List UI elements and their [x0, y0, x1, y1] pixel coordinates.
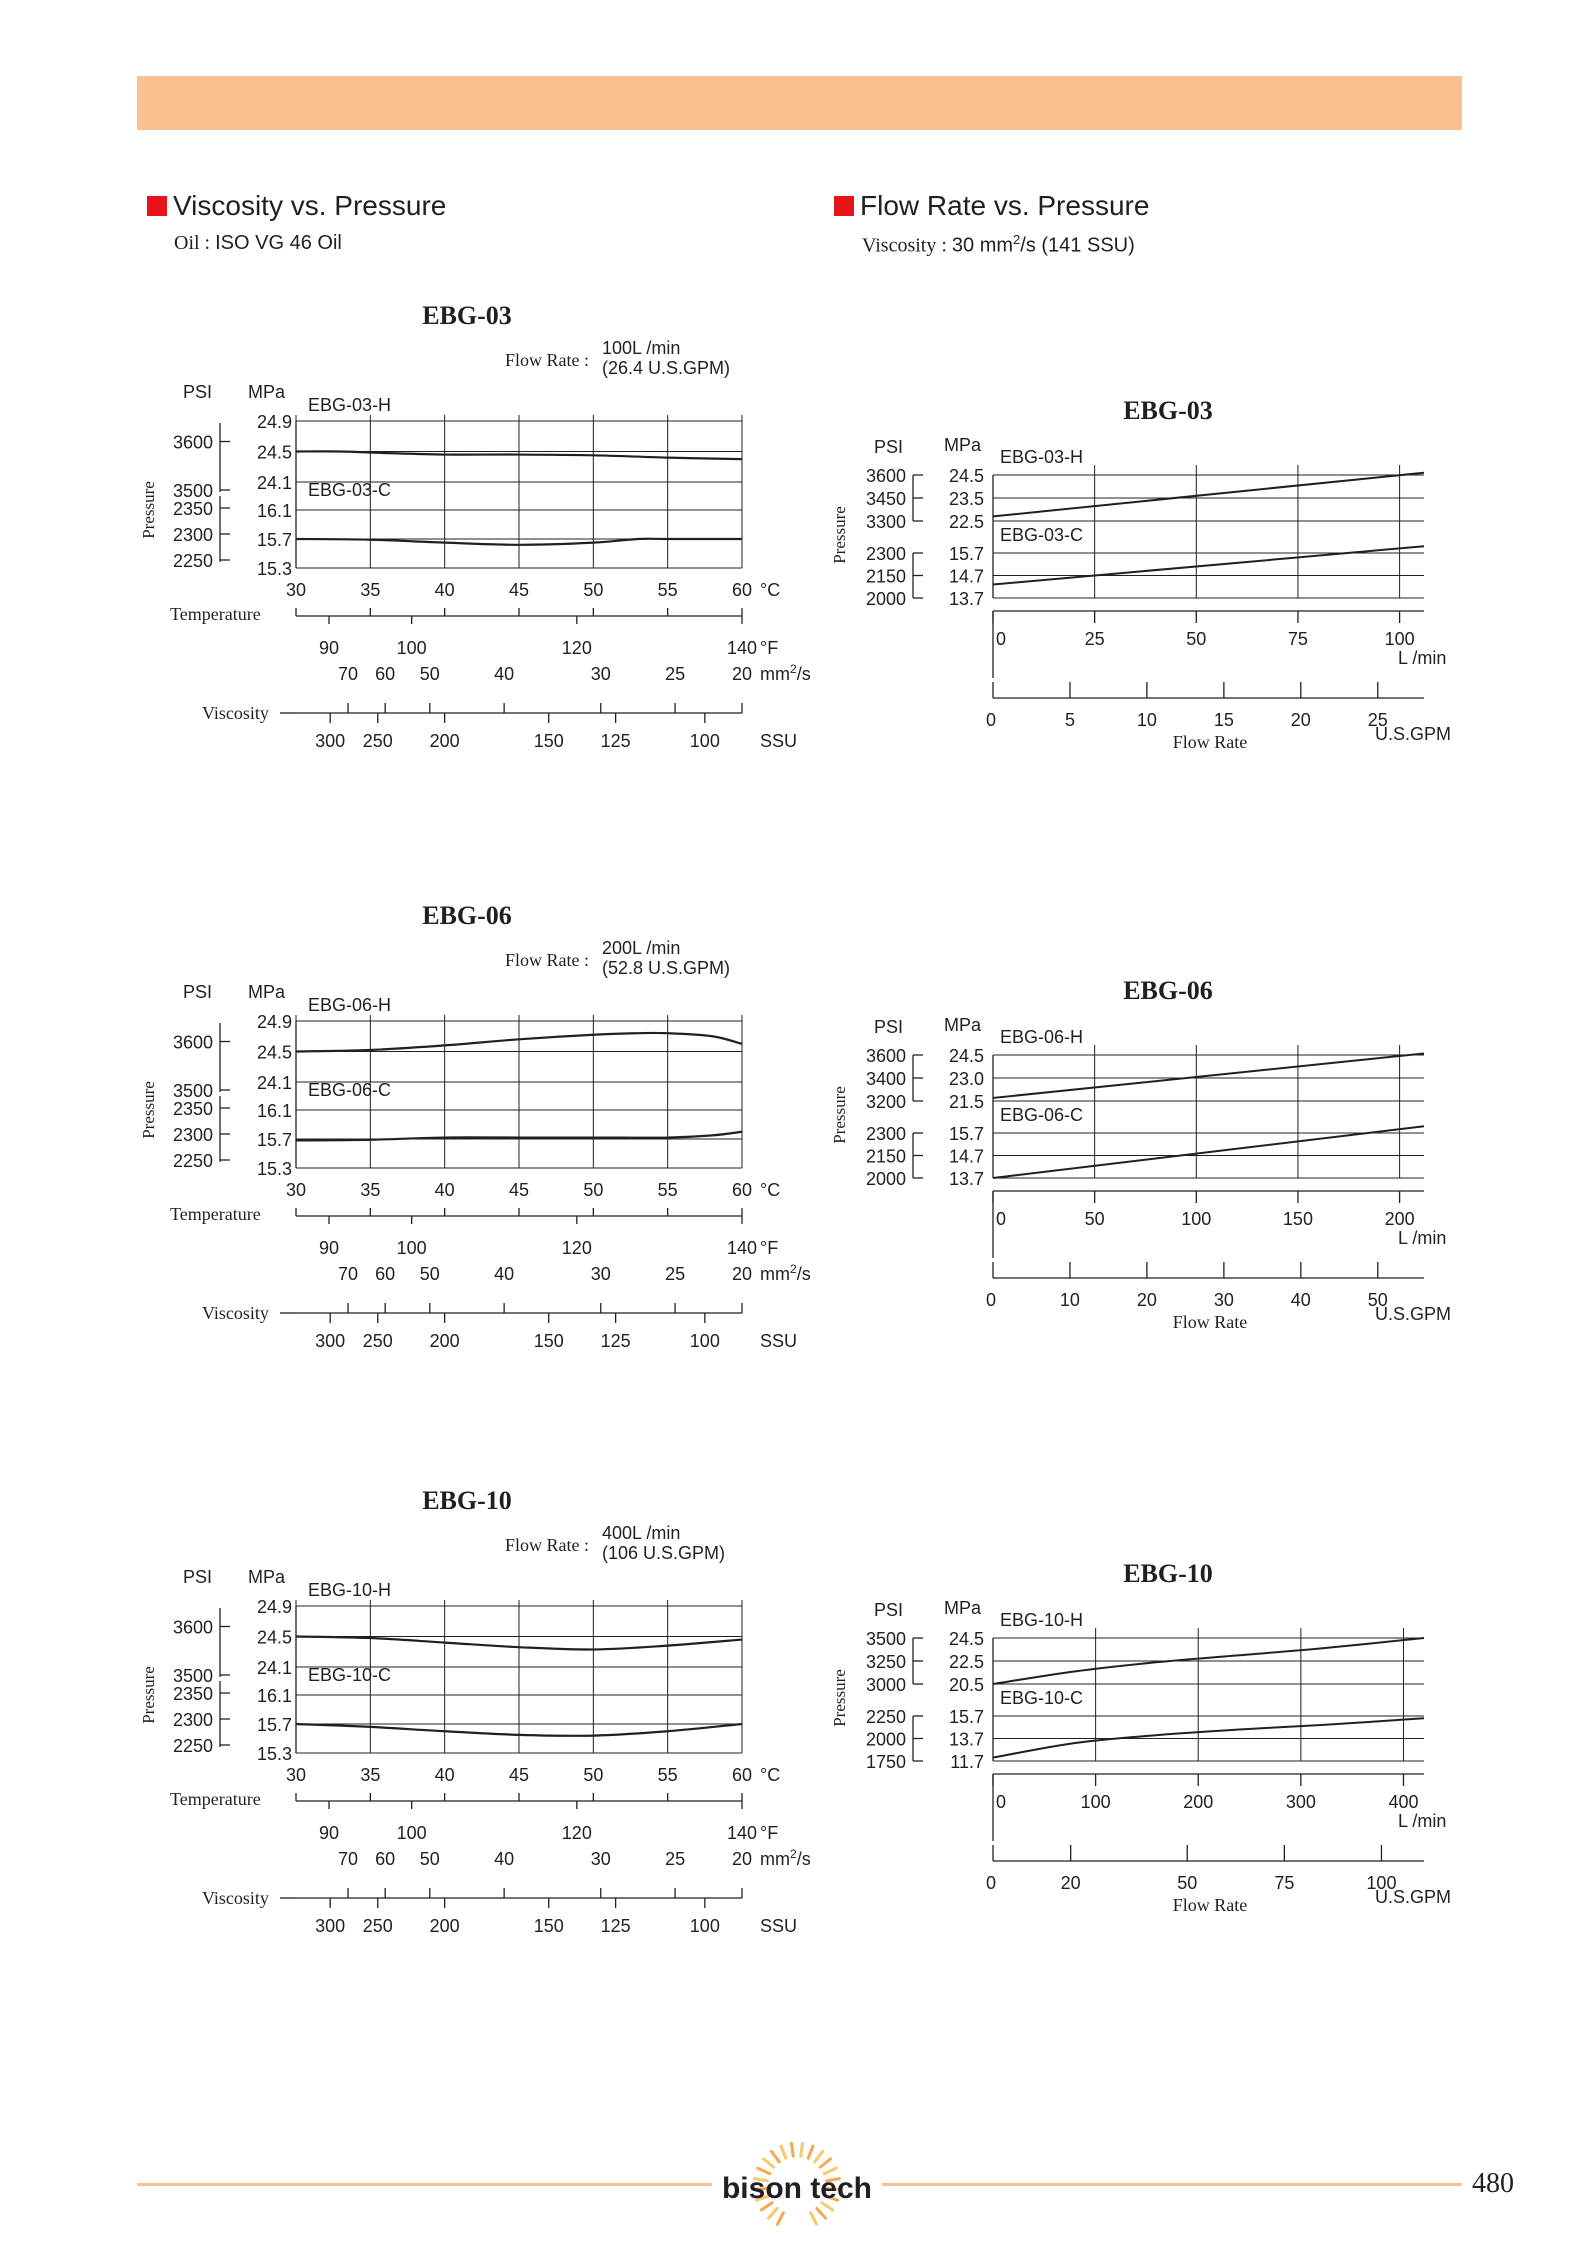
ssu-tick-label: 200 — [429, 1331, 460, 1351]
psi-tick-label: 3600 — [865, 1046, 906, 1066]
mpa-tick-label: 24.5 — [256, 1042, 292, 1063]
lmin-tick-label: 50 — [1084, 1209, 1105, 1229]
gpm-tick-label: 20 — [1136, 1290, 1157, 1310]
ssu-tick-label: 125 — [600, 1916, 631, 1936]
mpa-unit-label: MPa — [248, 382, 286, 402]
x-axis-label: Flow Rate — [1172, 1895, 1248, 1915]
temperature-label: Temperature — [170, 604, 261, 624]
mm2s-unit: $mm^2/s$ — [760, 1847, 811, 1869]
psi-tick-label: 2150 — [865, 1146, 906, 1167]
ssu-tick-label: 150 — [533, 1331, 564, 1351]
mpa-tick-label: 15.7 — [256, 530, 292, 550]
fahrenheit-tick-label: 100 — [396, 1238, 427, 1258]
gpm-tick-label: 0 — [985, 1873, 997, 1893]
ssu-tick-label: 300 — [315, 731, 346, 751]
celsius-tick-label: 55 — [657, 1765, 678, 1785]
flow-rate-value: 200L /min — [602, 938, 681, 958]
mpa-tick-label: 24.1 — [256, 1658, 292, 1678]
mpa-tick-label: 24.5 — [948, 1046, 984, 1066]
mpa-tick-label: 22.5 — [948, 512, 984, 532]
oil-label: Oil : — [174, 232, 216, 254]
celsius-tick-label: 55 — [657, 1180, 678, 1200]
psi-tick-label: 3250 — [865, 1652, 906, 1672]
gpm-tick-label: 50 — [1367, 1290, 1388, 1310]
mpa-tick-label: 15.7 — [256, 1715, 292, 1735]
gpm-tick-label: 100 — [1366, 1873, 1397, 1893]
flowrate-chart-EBG-06 — [830, 976, 1451, 1332]
celsius-tick-label: 40 — [434, 580, 455, 600]
viscosity-section-title: Viscosity vs. Pressure — [173, 190, 447, 221]
mm2s-tick-label: 50 — [419, 1264, 440, 1284]
logo-ray — [771, 2151, 779, 2161]
logo-ray — [815, 2151, 823, 2161]
lmin-tick-label: 400 — [1388, 1792, 1419, 1812]
celsius-tick-label: 35 — [360, 1180, 381, 1200]
mpa-tick-label: 24.1 — [256, 1073, 292, 1093]
psi-tick-label: 2250 — [172, 1151, 213, 1171]
psi-tick-label: 3600 — [865, 466, 906, 486]
logo-ray — [777, 2213, 783, 2225]
viscosity-value: 30 mm — [951, 234, 1014, 257]
series-line-upper — [993, 473, 1424, 517]
mpa-unit-label: MPa — [944, 435, 982, 455]
mpa-tick-label: 14.7 — [948, 566, 984, 587]
mpa-unit-label: MPa — [248, 1567, 286, 1587]
fahrenheit-tick-label: 100 — [396, 1823, 427, 1843]
fahrenheit-unit: °F — [760, 1238, 779, 1258]
logo-text: bison tech — [721, 2172, 873, 2205]
logo-ray — [792, 2143, 794, 2156]
mm2s-tick-label: 70 — [338, 1849, 359, 1869]
ssu-tick-label: 100 — [689, 731, 720, 751]
viscosity-label: Viscosity — [202, 1303, 269, 1323]
gpm-unit: U.S.GPM — [1375, 724, 1452, 744]
mm2s-tick-label: 30 — [590, 664, 611, 684]
psi-tick-label: 2350 — [172, 1684, 213, 1704]
psi-tick-label: 3500 — [172, 481, 213, 501]
series-line-lower — [993, 546, 1424, 584]
ssu-tick-label: 125 — [600, 731, 631, 751]
series-label-lower: EBG-06-C — [1000, 1105, 1084, 1125]
flow-rate-value-gpm: (26.4 U.S.GPM) — [602, 358, 731, 378]
psi-tick-label: 2250 — [172, 1736, 213, 1756]
mm2s-tick-label: 20 — [731, 1264, 753, 1284]
flow-rate-value: 400L /min — [602, 1523, 681, 1543]
series-line-lower — [993, 1126, 1424, 1178]
psi-tick-label: 2250 — [865, 1707, 906, 1727]
series-label-lower: EBG-03-C — [308, 480, 392, 500]
mpa-tick-label: 15.7 — [948, 1707, 984, 1727]
flow-rate-label: Flow Rate : — [505, 1535, 589, 1555]
footer-line-right — [882, 2183, 1462, 2186]
psi-unit-label: PSI — [874, 437, 904, 457]
series-label-upper: EBG-06-H — [308, 995, 392, 1015]
psi-tick-label: 3600 — [172, 1617, 213, 1638]
flowrate-chart-EBG-10 — [830, 1559, 1451, 1915]
ssu-unit: SSU — [760, 1331, 798, 1351]
gpm-tick-label: 30 — [1213, 1290, 1234, 1310]
psi-tick-label: 3400 — [865, 1069, 906, 1089]
mm2s-tick-label: 25 — [665, 664, 686, 684]
gpm-tick-label: 0 — [985, 1290, 997, 1310]
viscosity-label: Viscosity : — [862, 234, 952, 257]
gpm-tick-label: 15 — [1213, 710, 1234, 730]
mm2s-tick-label: 30 — [590, 1264, 611, 1284]
fahrenheit-tick-label: 120 — [561, 1823, 592, 1843]
mpa-tick-label: 15.7 — [948, 1124, 984, 1144]
mpa-tick-label: 24.5 — [948, 1629, 984, 1649]
ssu-unit: SSU — [760, 1916, 798, 1936]
ssu-tick-label: 200 — [429, 731, 460, 751]
viscosity-chart-EBG-06 — [139, 901, 811, 1351]
series-label-upper: EBG-03-H — [1000, 447, 1084, 467]
series-label-upper: EBG-10-H — [308, 1580, 392, 1600]
footer-line-left — [137, 2183, 712, 2186]
mpa-unit-label: MPa — [248, 982, 286, 1002]
psi-tick-label: 2000 — [865, 1729, 906, 1750]
celsius-tick-label: 30 — [285, 1180, 307, 1200]
mpa-tick-label: 23.0 — [948, 1069, 984, 1089]
celsius-tick-label: 55 — [657, 580, 678, 600]
psi-tick-label: 2300 — [172, 1710, 213, 1730]
ssu-tick-label: 125 — [600, 1331, 631, 1351]
mm2s-tick-label: 70 — [338, 1264, 359, 1284]
psi-tick-label: 3000 — [865, 1675, 906, 1695]
logo-ray — [768, 2208, 777, 2218]
psi-tick-label: 3300 — [865, 512, 906, 532]
mm2s-unit-rest: /s — [796, 664, 811, 684]
mm2s-tick-label: 40 — [494, 664, 515, 684]
fahrenheit-unit: °F — [760, 1823, 779, 1843]
celsius-tick-label: 45 — [508, 1765, 530, 1785]
y-axis-label: Pressure — [139, 1081, 158, 1139]
mpa-tick-label: 24.5 — [256, 442, 292, 463]
mpa-tick-label: 23.5 — [948, 489, 984, 509]
fahrenheit-tick-label: 90 — [318, 638, 340, 658]
flow-rate-label: Flow Rate : — [505, 350, 589, 370]
flowrate-section-title: Flow Rate vs. Pressure — [860, 190, 1150, 221]
mm2s-tick-label: 20 — [731, 1849, 753, 1869]
lmin-unit: L /min — [1398, 648, 1447, 668]
lmin-tick-label: 200 — [1384, 1209, 1415, 1229]
viscosity-chart-EBG-03 — [139, 301, 811, 751]
mpa-tick-label: 11.7 — [950, 1752, 984, 1772]
mm2s-tick-label: 60 — [375, 1849, 396, 1869]
gpm-tick-label: 40 — [1290, 1290, 1311, 1310]
chart-title: EBG-03 — [422, 301, 512, 330]
fahrenheit-tick-label: 100 — [396, 638, 427, 658]
fahrenheit-tick-label: 90 — [318, 1238, 340, 1258]
lmin-tick-label: 0 — [995, 1209, 1007, 1229]
psi-tick-label: 2150 — [865, 566, 906, 587]
y-axis-label: Pressure — [830, 1086, 849, 1144]
ssu-tick-label: 250 — [362, 731, 393, 751]
mm2s-tick-label: 50 — [419, 664, 440, 684]
mpa-tick-label: 20.5 — [948, 1675, 984, 1695]
ssu-tick-label: 300 — [315, 1331, 346, 1351]
mm2s-unit-rest: /s — [796, 1264, 811, 1284]
lmin-tick-label: 100 — [1080, 1792, 1111, 1812]
ssu-tick-label: 250 — [362, 1916, 393, 1936]
psi-tick-label: 2300 — [172, 1125, 213, 1145]
lmin-tick-label: 150 — [1282, 1209, 1313, 1229]
viscosity-superscript: 2 — [1013, 232, 1021, 247]
psi-tick-label: 3600 — [172, 432, 213, 453]
y-axis-label: Pressure — [139, 1666, 158, 1724]
celsius-tick-label: 35 — [360, 1765, 381, 1785]
celsius-tick-label: 40 — [434, 1180, 455, 1200]
series-label-lower: EBG-03-C — [1000, 525, 1084, 545]
celsius-tick-label: 45 — [508, 1180, 530, 1200]
x-axis-label: Flow Rate — [1172, 1312, 1248, 1332]
viscosity-value-unit: /s (141 SSU) — [1020, 234, 1135, 257]
celsius-tick-label: 50 — [583, 1765, 604, 1785]
mm2s-unit: $mm^2/s$ — [760, 662, 811, 684]
lmin-unit: L /min — [1398, 1811, 1447, 1831]
mpa-tick-label: 15.3 — [256, 1159, 292, 1179]
ssu-tick-label: 100 — [689, 1916, 720, 1936]
psi-tick-label: 2350 — [172, 1099, 213, 1119]
mpa-tick-label: 13.7 — [948, 1729, 984, 1750]
celsius-unit: °C — [760, 1765, 781, 1785]
mpa-tick-label: 16.1 — [256, 1686, 292, 1706]
celsius-tick-label: 40 — [434, 1765, 455, 1785]
mpa-tick-label: 22.5 — [948, 1652, 984, 1672]
logo-ray — [781, 2146, 786, 2158]
psi-tick-label: 2250 — [172, 551, 213, 571]
gpm-unit: U.S.GPM — [1375, 1887, 1452, 1907]
mm2s-unit-sup: 2 — [790, 662, 797, 676]
mpa-tick-label: 13.7 — [948, 1169, 984, 1189]
logo-ray — [811, 2213, 817, 2225]
lmin-tick-label: 50 — [1186, 629, 1207, 649]
logo-ray — [801, 2143, 803, 2156]
logo-ray — [820, 2159, 830, 2167]
psi-unit-label: PSI — [183, 1567, 213, 1587]
celsius-tick-label: 50 — [583, 1180, 604, 1200]
fahrenheit-tick-label: 140 — [726, 1238, 758, 1258]
lmin-tick-label: 0 — [995, 629, 1007, 649]
y-axis-label: Pressure — [830, 506, 849, 564]
mpa-tick-label: 24.9 — [256, 1597, 292, 1617]
celsius-tick-label: 45 — [508, 580, 530, 600]
series-label-lower: EBG-10-C — [308, 1665, 392, 1685]
flow-rate-label: Flow Rate : — [505, 950, 589, 970]
lmin-tick-label: 200 — [1183, 1792, 1214, 1812]
celsius-tick-label: 60 — [731, 1180, 753, 1200]
celsius-tick-label: 60 — [731, 580, 753, 600]
mpa-unit-label: MPa — [944, 1598, 982, 1618]
gpm-tick-label: 0 — [985, 710, 997, 730]
fahrenheit-tick-label: 140 — [726, 1823, 758, 1843]
psi-tick-label: 3500 — [172, 1666, 213, 1686]
mm2s-tick-label: 60 — [375, 1264, 396, 1284]
celsius-unit: °C — [760, 1180, 781, 1200]
gpm-unit: U.S.GPM — [1375, 1304, 1452, 1324]
lmin-tick-label: 75 — [1287, 629, 1308, 649]
mpa-tick-label: 21.5 — [948, 1092, 984, 1112]
logo-ray — [817, 2208, 826, 2218]
gpm-tick-label: 20 — [1290, 710, 1311, 730]
lmin-unit: L /min — [1398, 1228, 1447, 1248]
ssu-tick-label: 150 — [533, 1916, 564, 1936]
series-label-upper: EBG-10-H — [1000, 1610, 1084, 1630]
mm2s-unit-sup: 2 — [790, 1262, 797, 1276]
oil-value: ISO VG 46 Oil — [215, 232, 342, 254]
psi-tick-label: 1750 — [865, 1752, 906, 1772]
psi-unit-label: PSI — [874, 1017, 904, 1037]
logo-ray — [764, 2159, 774, 2167]
mpa-tick-label: 24.5 — [256, 1627, 292, 1648]
mpa-tick-label: 16.1 — [256, 501, 292, 521]
series-label-upper: EBG-06-H — [1000, 1027, 1084, 1047]
ssu-tick-label: 150 — [533, 731, 564, 751]
viscosity-label: Viscosity — [202, 703, 269, 723]
viscosity-label: Viscosity — [202, 1888, 269, 1908]
mpa-tick-label: 15.3 — [256, 559, 292, 579]
gpm-tick-label: 25 — [1367, 710, 1388, 730]
gpm-tick-label: 5 — [1064, 710, 1075, 730]
mm2s-tick-label: 50 — [419, 1849, 440, 1869]
psi-tick-label: 2000 — [865, 589, 906, 609]
lmin-tick-label: 300 — [1285, 1792, 1316, 1812]
psi-tick-label: 3600 — [172, 1032, 213, 1053]
lmin-tick-label: 100 — [1181, 1209, 1212, 1229]
mpa-unit-label: MPa — [944, 1015, 982, 1035]
gpm-tick-label: 50 — [1177, 1873, 1198, 1893]
chart-title: EBG-10 — [422, 1486, 512, 1515]
mpa-tick-label: 13.7 — [948, 589, 984, 609]
celsius-tick-label: 30 — [285, 580, 307, 600]
mm2s-unit: $mm^2/s$ — [760, 1262, 811, 1284]
celsius-unit: °C — [760, 580, 781, 600]
mm2s-tick-label: 70 — [338, 664, 359, 684]
flow-rate-value: 100L /min — [602, 338, 681, 358]
fahrenheit-unit: °F — [760, 638, 779, 658]
psi-tick-label: 2300 — [172, 525, 213, 545]
psi-tick-label: 3500 — [172, 1081, 213, 1101]
psi-unit-label: PSI — [874, 1600, 904, 1620]
mm2s-tick-label: 25 — [665, 1264, 686, 1284]
psi-tick-label: 3500 — [865, 1629, 906, 1649]
mm2s-unit-sup: 2 — [790, 1847, 797, 1861]
ssu-tick-label: 200 — [429, 1916, 460, 1936]
fahrenheit-tick-label: 120 — [561, 1238, 592, 1258]
mpa-tick-label: 24.9 — [256, 1012, 292, 1032]
mm2s-tick-label: 40 — [494, 1264, 515, 1284]
flowrate-chart-EBG-03 — [830, 396, 1451, 752]
bisontech-logo — [712, 2140, 882, 2230]
psi-unit-label: PSI — [183, 382, 213, 402]
temperature-label: Temperature — [170, 1204, 261, 1224]
psi-tick-label: 2350 — [172, 499, 213, 519]
ssu-unit: SSU — [760, 731, 798, 751]
mm2s-tick-label: 25 — [665, 1849, 686, 1869]
gpm-tick-label: 20 — [1060, 1873, 1081, 1893]
mpa-tick-label: 16.1 — [256, 1101, 292, 1121]
series-line-lower — [993, 1718, 1424, 1757]
mm2s-unit-rest: /s — [796, 1849, 811, 1869]
mpa-tick-label: 15.7 — [948, 544, 984, 564]
mpa-tick-label: 14.7 — [948, 1146, 984, 1167]
mpa-tick-label: 24.5 — [948, 466, 984, 486]
fahrenheit-tick-label: 120 — [561, 638, 592, 658]
celsius-tick-label: 60 — [731, 1765, 753, 1785]
chart-title: EBG-03 — [1123, 396, 1213, 425]
series-label-lower: EBG-06-C — [308, 1080, 392, 1100]
ssu-tick-label: 300 — [315, 1916, 346, 1936]
chart-title: EBG-06 — [1123, 976, 1213, 1005]
mm2s-tick-label: 30 — [590, 1849, 611, 1869]
y-axis-label: Pressure — [830, 1669, 849, 1727]
gpm-tick-label: 10 — [1059, 1290, 1080, 1310]
fahrenheit-tick-label: 90 — [318, 1823, 340, 1843]
fahrenheit-tick-label: 140 — [726, 638, 758, 658]
mpa-tick-label: 24.9 — [256, 412, 292, 432]
celsius-tick-label: 30 — [285, 1765, 307, 1785]
mm2s-tick-label: 20 — [731, 664, 753, 684]
psi-unit-label: PSI — [183, 982, 213, 1002]
psi-tick-label: 3450 — [865, 489, 906, 509]
flow-rate-value-gpm: (52.8 U.S.GPM) — [602, 958, 731, 978]
ssu-tick-label: 100 — [689, 1331, 720, 1351]
celsius-tick-label: 50 — [583, 580, 604, 600]
y-axis-label: Pressure — [139, 481, 158, 539]
ssu-tick-label: 250 — [362, 1331, 393, 1351]
lmin-tick-label: 0 — [995, 1792, 1007, 1812]
mpa-tick-label: 15.3 — [256, 1744, 292, 1764]
psi-tick-label: 3200 — [865, 1092, 906, 1112]
psi-tick-label: 2000 — [865, 1169, 906, 1189]
temperature-label: Temperature — [170, 1789, 261, 1809]
viscosity-chart-EBG-10 — [139, 1486, 811, 1936]
series-label-lower: EBG-10-C — [1000, 1688, 1084, 1708]
gpm-tick-label: 10 — [1136, 710, 1157, 730]
lmin-tick-label: 100 — [1384, 629, 1415, 649]
flow-rate-value-gpm: (106 U.S.GPM) — [602, 1543, 726, 1563]
x-axis-label: Flow Rate — [1172, 732, 1248, 752]
psi-tick-label: 2300 — [865, 1124, 906, 1144]
series-label-upper: EBG-03-H — [308, 395, 392, 415]
chart-title: EBG-06 — [422, 901, 512, 930]
logo-ray — [808, 2146, 813, 2158]
mpa-tick-label: 24.1 — [256, 473, 292, 493]
page-number: 480 — [1472, 2168, 1514, 2199]
mm2s-tick-label: 40 — [494, 1849, 515, 1869]
celsius-tick-label: 35 — [360, 580, 381, 600]
lmin-tick-label: 25 — [1084, 629, 1105, 649]
psi-tick-label: 2300 — [865, 544, 906, 564]
mm2s-tick-label: 60 — [375, 664, 396, 684]
gpm-tick-label: 75 — [1274, 1873, 1295, 1893]
series-line-upper — [993, 1053, 1424, 1097]
mpa-tick-label: 15.7 — [256, 1130, 292, 1150]
chart-title: EBG-10 — [1123, 1559, 1213, 1588]
